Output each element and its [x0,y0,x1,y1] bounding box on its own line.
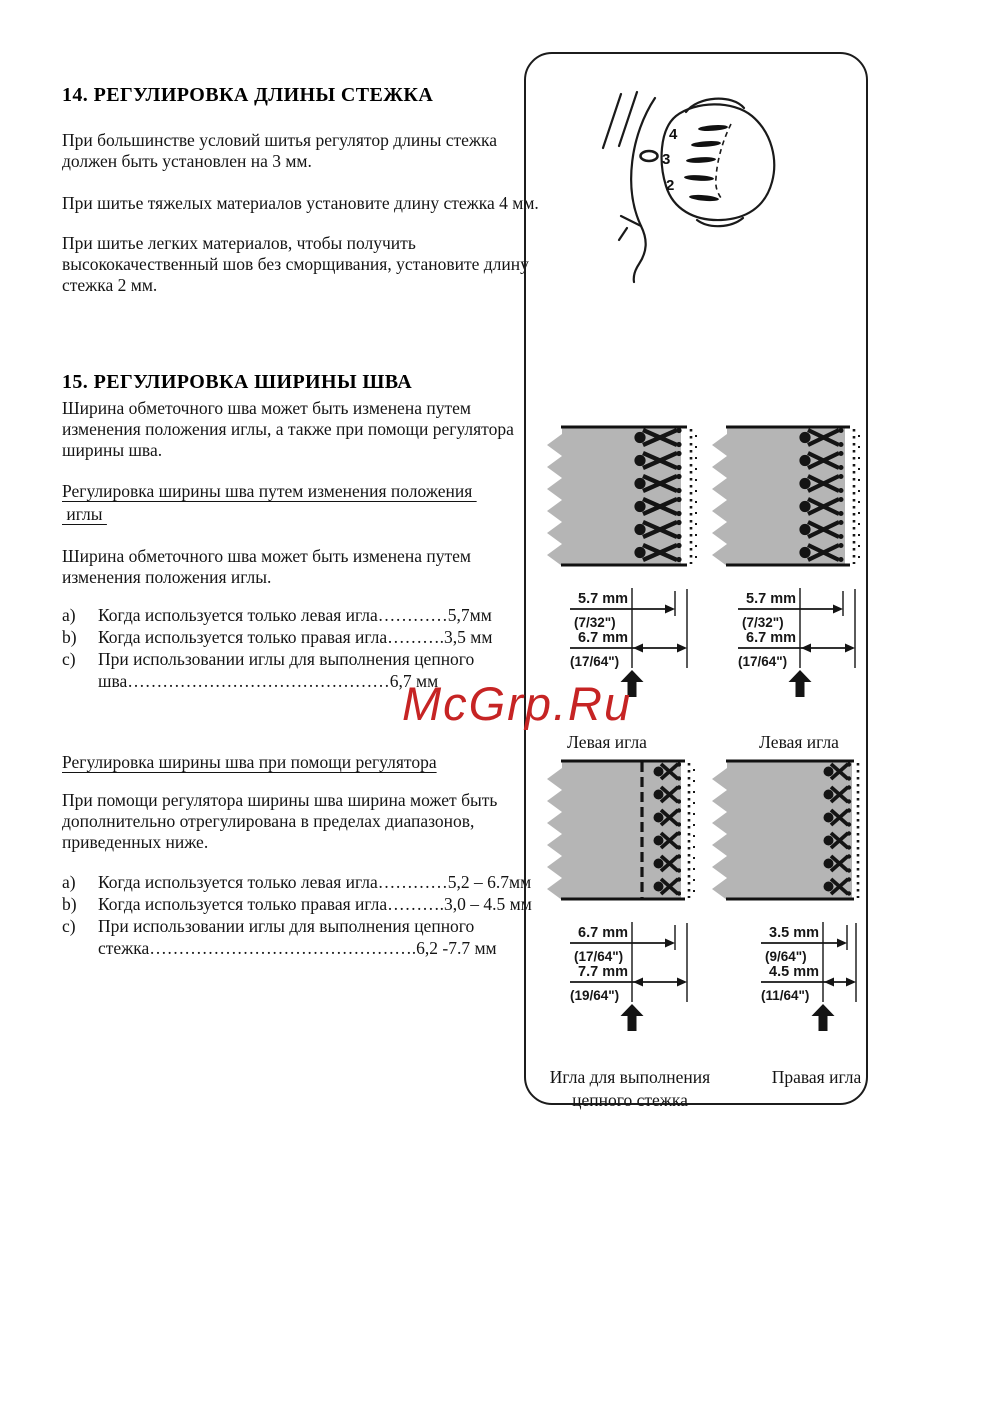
dimension-fraction: (7/32") [574,615,616,630]
dial-indicator [641,151,658,161]
dimension-annotation [757,920,872,1035]
section14-paragraph-3: При шитье легких материалов, чтобы получить высококачественный шов без сморщивания, установите длину стежка 2 мм. [62,233,529,295]
dimension-value: 6.7 mm [578,630,628,646]
fabric-swatch-chain-stitch [543,757,698,903]
fabric-swatch-narrow-overlock [708,757,863,903]
diagram2-left-caption: Игла для выполнения цепного стежка [549,1067,711,1110]
diagram2-right-caption: Правая игла [771,1067,862,1087]
section14-heading: 14. РЕГУЛИРОВКА ДЛИНЫ СТЕЖКА [62,84,434,106]
dimension-value: 6.7 mm [746,630,796,646]
needle-position-arrow [621,1004,644,1031]
diagram1-right-caption: Левая игла [759,732,839,752]
fabric-swatch-wide-overlock [708,423,863,569]
dial-number: 2 [666,177,675,194]
section15-heading: 15. РЕГУЛИРОВКА ШИРИНЫ ШВА [62,371,413,393]
section14-paragraph-2: При шитье тяжелых материалов установите длину стежка 4 мм. [62,193,539,213]
section14-paragraph-1: При большинстве условий шитья регулятор длины стежка должен быть установлен на 3 мм. [62,130,497,171]
dimension-value: 3.5 mm [769,925,819,941]
dimension-annotation [734,586,884,701]
needle-position-arrow [789,670,812,697]
list-item: c) При использовании иглы для выполнения цепного стежка……………………………………….6,2 -7.7 мм [62,916,497,958]
dial-number: 3 [662,151,671,168]
stitch-length-dial-illustration [545,76,865,326]
sub2-list [62,871,532,959]
dimension-fraction: (17/64") [574,949,624,964]
diagram1-left-caption: Левая игла [567,732,647,752]
list-item: c) При использовании иглы для выполнения цепного шва………………………………………6,7 мм [62,649,475,691]
list-item: a) Когда используется только левая игла…………5,7мм [62,605,492,625]
dial-number: 4 [669,126,678,143]
section15-intro: Ширина обметочного шва может быть изменена путем изменения положения иглы, а также при помощи регулятора ширины шва. [62,398,514,460]
dimension-annotation [566,920,716,1035]
dimension-fraction: (19/64") [570,988,620,1003]
dimension-fraction: (17/64") [570,654,620,669]
dimension-value: 7.7 mm [578,964,628,980]
watermark: McGrp.Ru [402,677,633,730]
dimension-fraction: (9/64") [765,949,807,964]
sub1-body: Ширина обметочного шва может быть изменена путем изменения положения иглы. [62,546,471,587]
dimension-value: 5.7 mm [746,591,796,607]
sub2-body: При помощи регулятора ширины шва ширина может быть дополнительно отрегулирована в пределах диапазонов, приведенных ниже. [62,790,498,852]
dimension-value: 6.7 mm [578,925,628,941]
needle-position-arrow [812,1004,835,1031]
dimension-value: 4.5 mm [769,964,819,980]
dial-tick-marks [684,124,728,202]
list-item: a) Когда используется только левая игла…………5,2 – 6.7мм [62,872,532,892]
sub2-heading: Регулировка ширины шва при помощи регулятора [62,752,437,772]
dimension-fraction: (11/64") [761,988,810,1003]
sub1-heading: Регулировка ширины шва путем изменения положения иглы [62,481,477,524]
fabric-swatch-wide-overlock [543,423,698,569]
dimension-fraction: (7/32") [742,615,784,630]
dimension-value: 5.7 mm [578,591,628,607]
list-item: b) Когда используется только правая игла……….3,5 мм [62,627,493,647]
list-item: b) Когда используется только правая игла……….3,0 – 4.5 мм [62,894,532,914]
dimension-fraction: (17/64") [738,654,788,669]
